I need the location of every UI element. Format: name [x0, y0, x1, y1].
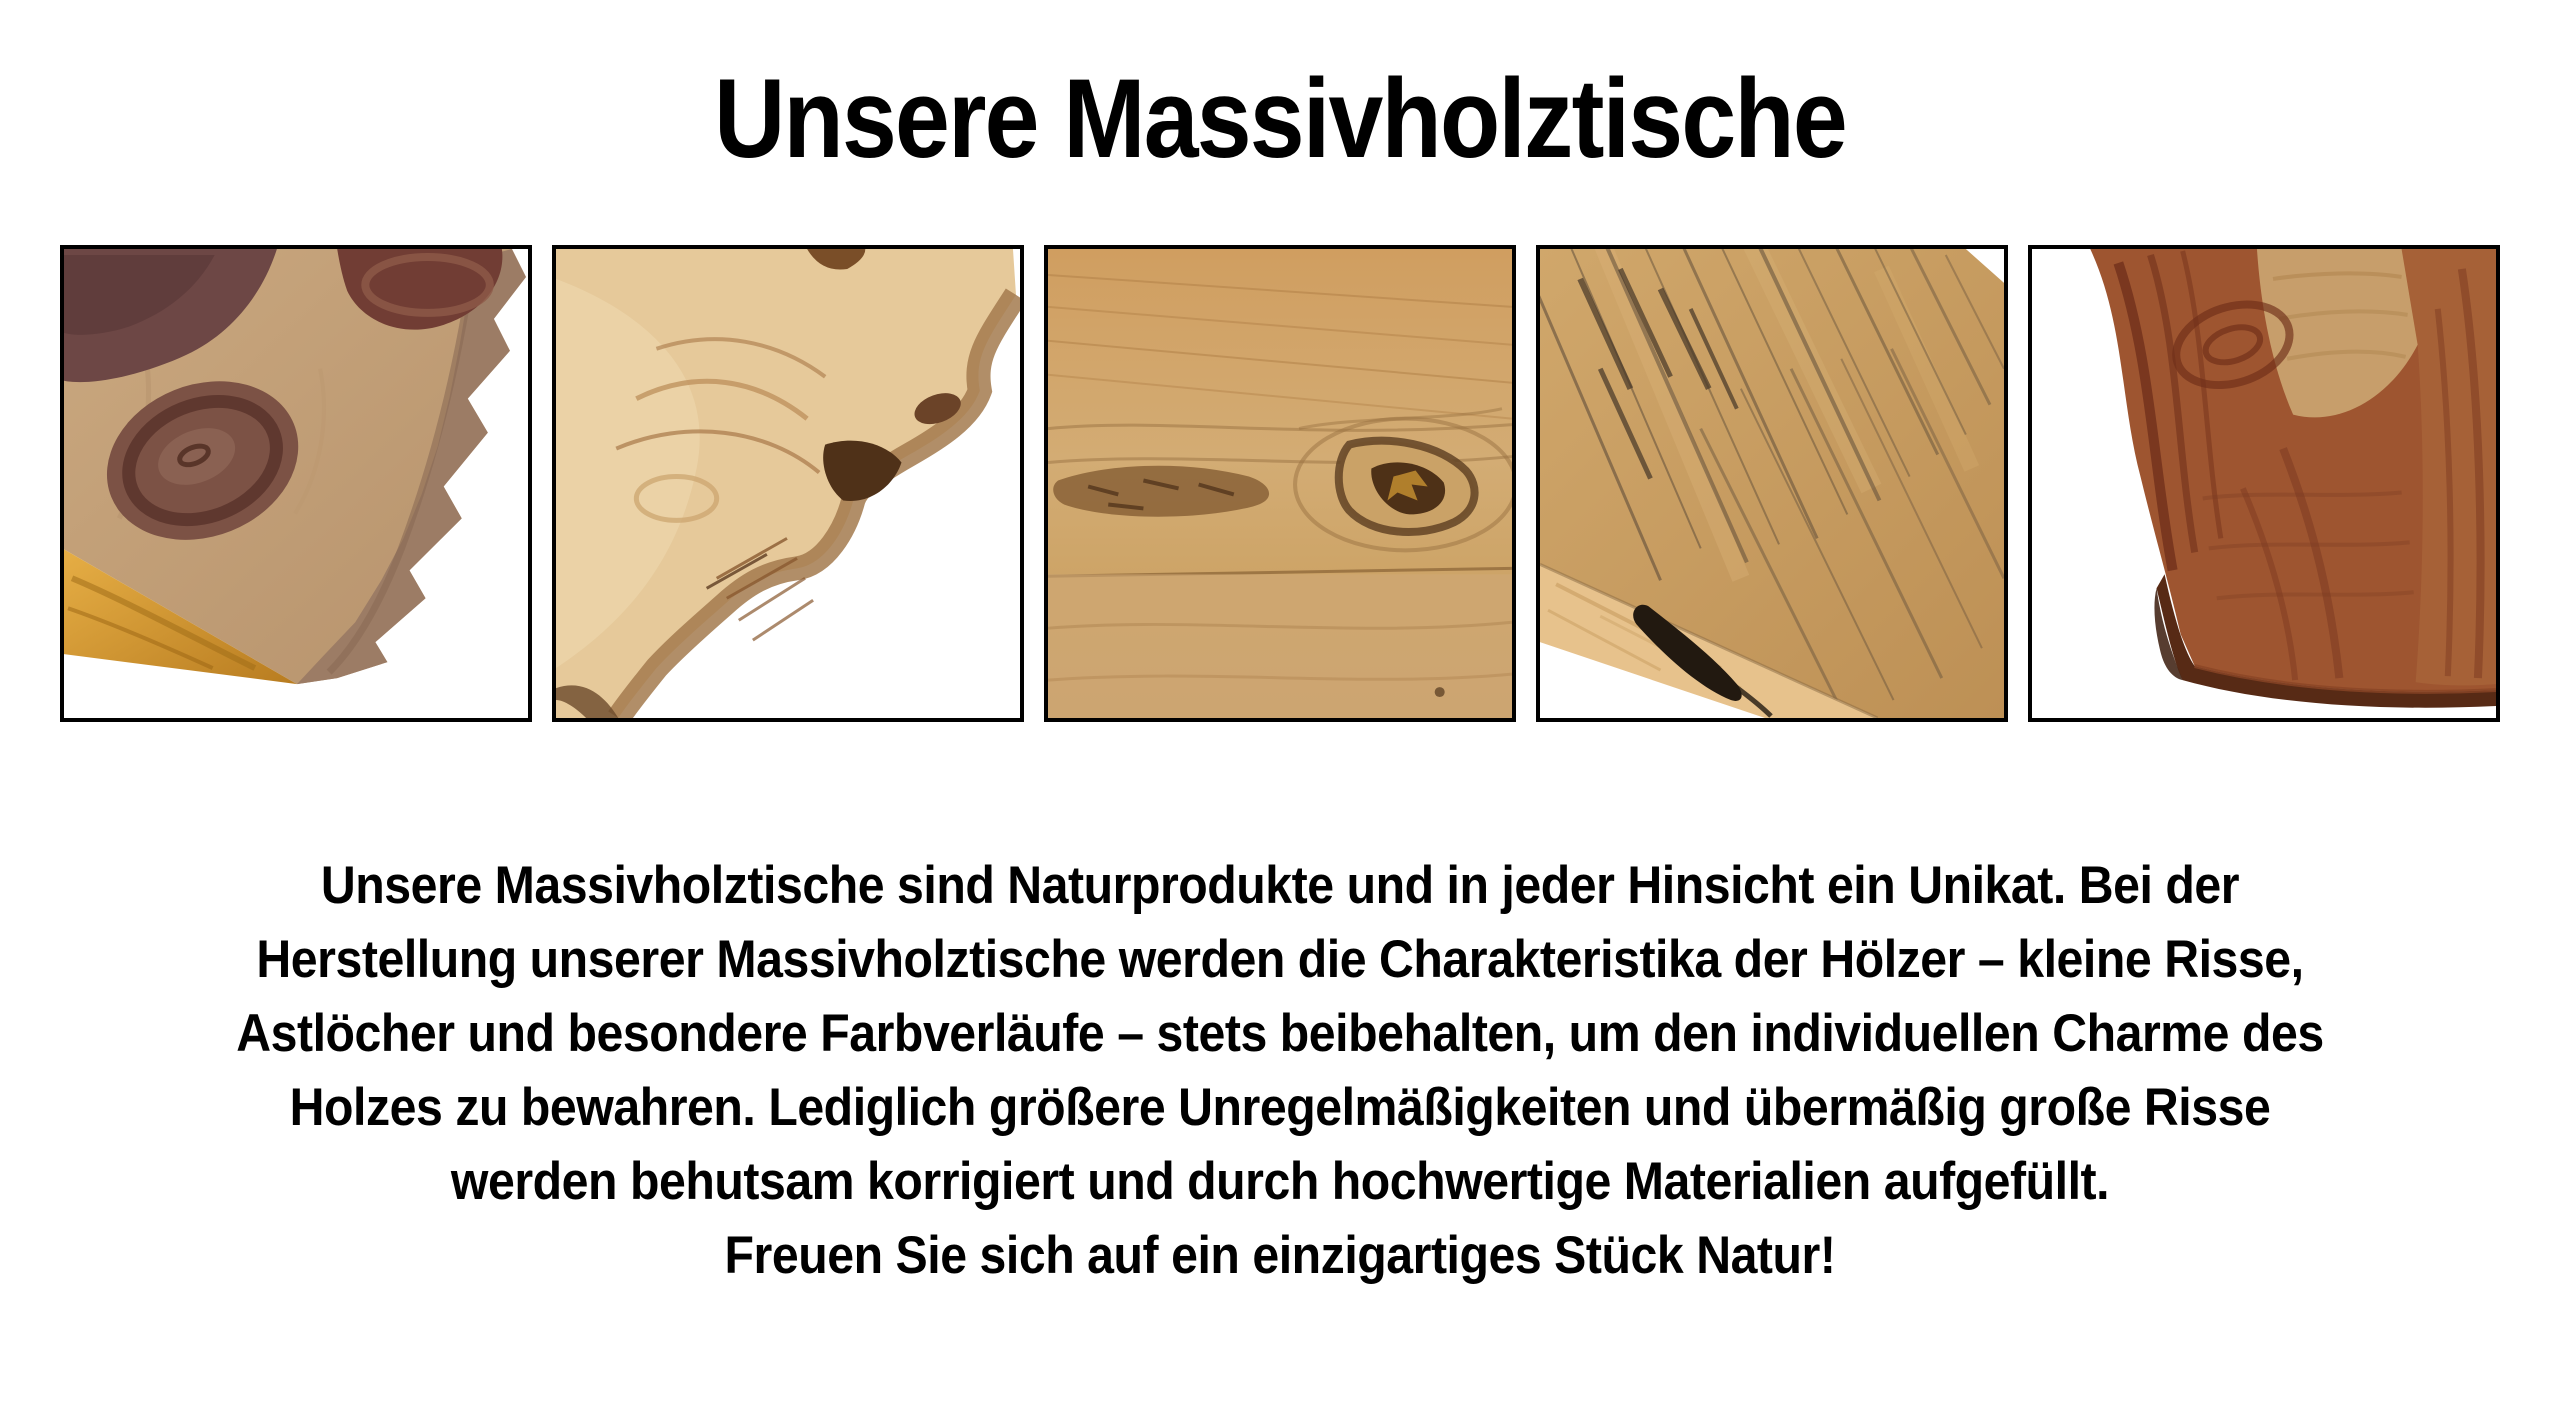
wood-sample-5-image	[2032, 249, 2496, 718]
page-title: Unsere Massivholztische	[714, 56, 1846, 181]
wood-sample-4	[1536, 245, 2008, 722]
wood-sample-4-image	[1540, 249, 2004, 718]
wood-sample-3	[1044, 245, 1516, 722]
wood-sample-2	[552, 245, 1024, 722]
description-line-4: Holzes zu bewahren. Lediglich größere Unregelmäßigkeiten und übermäßig große Risse	[289, 1078, 2271, 1137]
description-line-2: Herstellung unserer Massivholztische werden die Charakteristika der Hölzer – kleine Risse,	[256, 930, 2304, 989]
wood-sample-5	[2028, 245, 2500, 722]
wood-sample-1-image	[64, 249, 528, 718]
description-line-5: werden behutsam korrigiert und durch hochwertige Materialien aufgefüllt.	[450, 1152, 2110, 1211]
wood-sample-2-image	[556, 249, 1020, 718]
wood-sample-gallery	[60, 245, 2500, 722]
wood-sample-1	[60, 245, 532, 722]
description-line-6: Freuen Sie sich auf ein einzigartiges Stück Natur!	[724, 1226, 1836, 1285]
description-text	[0, 849, 2560, 1293]
description-line-1: Unsere Massivholztische sind Naturprodukte und in jeder Hinsicht ein Unikat. Bei der	[320, 856, 2240, 915]
wood-sample-3-image	[1048, 249, 1512, 718]
description-line-3: Astlöcher und besondere Farbverläufe – stets beibehalten, um den individuellen Charme des	[236, 1004, 2324, 1063]
